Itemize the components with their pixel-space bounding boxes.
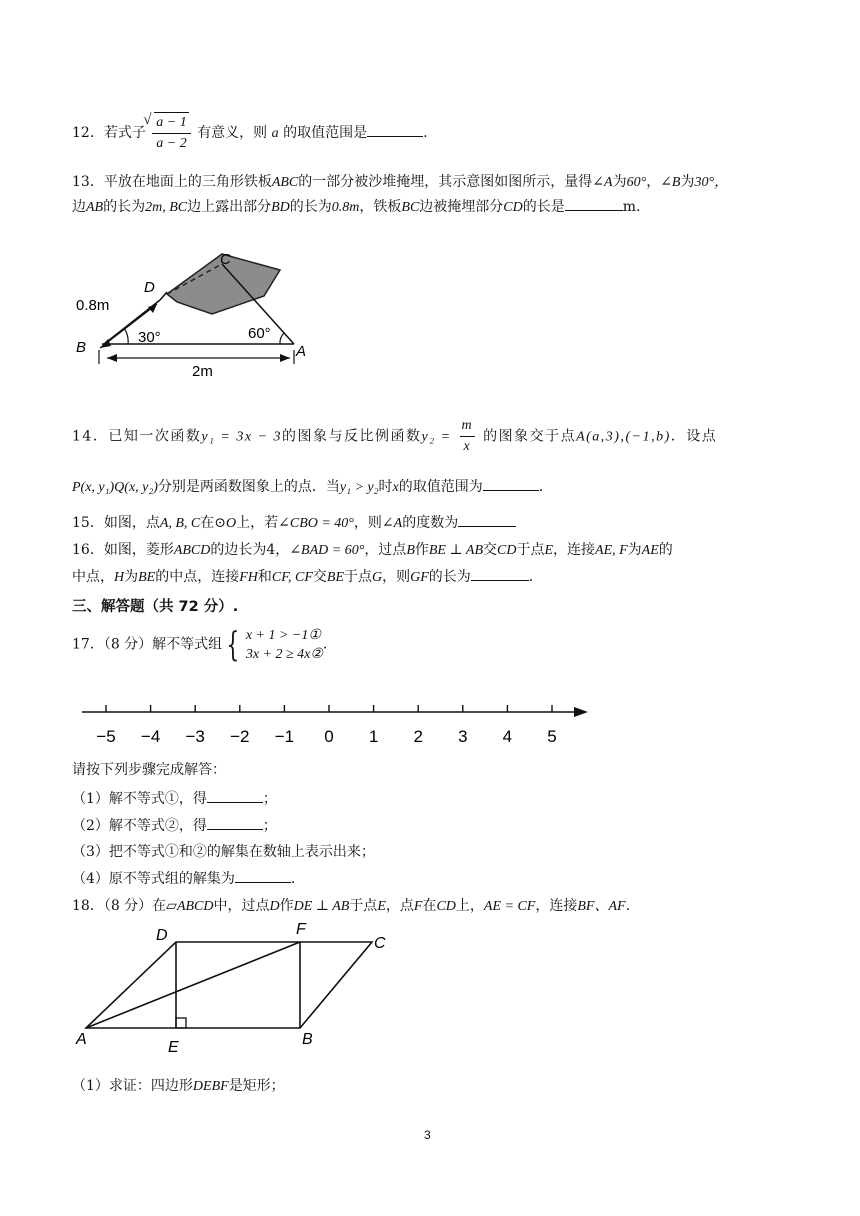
inequality-system: x + 1 > −1① 3x + 2 ≥ 4x②: [245, 628, 323, 662]
tick-label: 4: [502, 727, 513, 746]
tick-label: 0: [324, 727, 334, 746]
label-0.8m: 0.8m: [76, 297, 110, 314]
answer-blank[interactable]: [483, 476, 539, 491]
label-a: A: [76, 1031, 87, 1048]
label-d: D: [144, 279, 155, 296]
question-16-line2: 中点，H为BE的中点，连接FH和CF, CF交BE于点G，则GF的长为 .: [72, 566, 533, 588]
tick-label: −5: [96, 727, 116, 746]
step-2: （2）解不等式②，得 ；: [72, 815, 277, 836]
fraction-m-over-x: $\frac{m}{x}$: [460, 416, 476, 457]
question-17: 17．（8 分）解不等式组 { x + 1 > −1① 3x + 2 ≥ 4x② .: [72, 625, 328, 665]
answer-blank[interactable]: [235, 868, 291, 883]
step-3: （3）把不等式①和②的解集在数轴上表示出来；: [72, 844, 375, 860]
number-line: [78, 698, 594, 748]
label-60deg: 60°: [248, 325, 271, 342]
question-14-line1: 14．已知一次函数y₁ = 3x − 3的图象与反比例函数y₂ = $\frac{m}{x}$ 的图象交于点A(a,3),(−1,b)．设点: [72, 416, 717, 457]
answer-blank[interactable]: [207, 815, 263, 830]
tick-label: 1: [368, 727, 379, 746]
tick-label: 2: [413, 727, 423, 746]
label-b: B: [302, 1031, 313, 1048]
question-13-line1: 13．平放在地面上的三角形铁板ABC的一部分被沙堆掩埋，其示意图如图所示，量得∠A为60°，∠B为30°，: [72, 174, 729, 190]
tick-label: 3: [458, 727, 468, 746]
right-angle-mark: [176, 1018, 186, 1028]
label-f: F: [296, 921, 306, 938]
label-c: C: [220, 251, 231, 268]
tick-label: 5: [547, 727, 557, 746]
question-18-part1: （1）求证：四边形DEBF是矩形；: [72, 1078, 285, 1094]
label-e: E: [168, 1039, 179, 1056]
tick-label: −4: [140, 727, 161, 746]
tick-label: −3: [185, 727, 205, 746]
section-heading: 三、解答题（共 72 分）.: [72, 599, 239, 615]
question-12: 12．若式子 √ $\frac{a - 1}{a - 2}$ 有意义，则 a 的取值范围是 .: [72, 112, 428, 154]
page-number: 3: [424, 1128, 431, 1142]
steps-intro: 请按下列步骤完成解答：: [72, 762, 226, 778]
fraction-sqrt: √ $\frac{a - 1}{a - 2}$: [152, 112, 190, 154]
question-14-line2: P(x, y₁)Q(x, y₂)分别是两函数图象上的点．当y₁ > y₂时x的取值范围为 .: [72, 476, 543, 498]
label-30deg: 30°: [138, 329, 161, 346]
tick-label: −1: [274, 727, 295, 746]
label-d: D: [156, 927, 168, 944]
tick-label: −2: [230, 727, 250, 746]
arrow-right-icon: [574, 707, 588, 717]
answer-blank[interactable]: [207, 788, 263, 803]
figure-13-triangle: [72, 244, 312, 380]
answer-blank[interactable]: [458, 512, 516, 527]
step-1: （1）解不等式①，得 ；: [72, 788, 277, 809]
question-18: 18．（8 分）在▱ABCD中，过点D作DE ⊥ AB于点E，点F在CD上，AE = CF，连接BF、AF.: [72, 898, 631, 914]
answer-blank[interactable]: [471, 566, 529, 581]
label-b: B: [76, 339, 87, 356]
label-a: A: [296, 343, 307, 360]
label-c: C: [374, 935, 386, 952]
question-13-line2: 边AB的长为2m, BC边上露出部分BD的长为0.8m，铁板BC边被掩埋部分CD的长是 m.: [72, 196, 640, 218]
label-2m: 2m: [192, 363, 213, 380]
answer-blank[interactable]: [565, 196, 623, 211]
step-4: （4）原不等式组的解集为 .: [72, 868, 295, 889]
question-15: 15．如图，点A, B, C在⊙O上，若∠CBO = 40°，则∠A的度数为: [72, 512, 516, 534]
question-16-line1: 16．如图，菱形ABCD的边长为4，∠BAD = 60°，过点B作BE ⊥ AB交CD于点E，连接AE, F为AE的: [72, 542, 673, 558]
answer-blank[interactable]: [367, 122, 423, 137]
figure-18-parallelogram: [72, 918, 402, 1058]
